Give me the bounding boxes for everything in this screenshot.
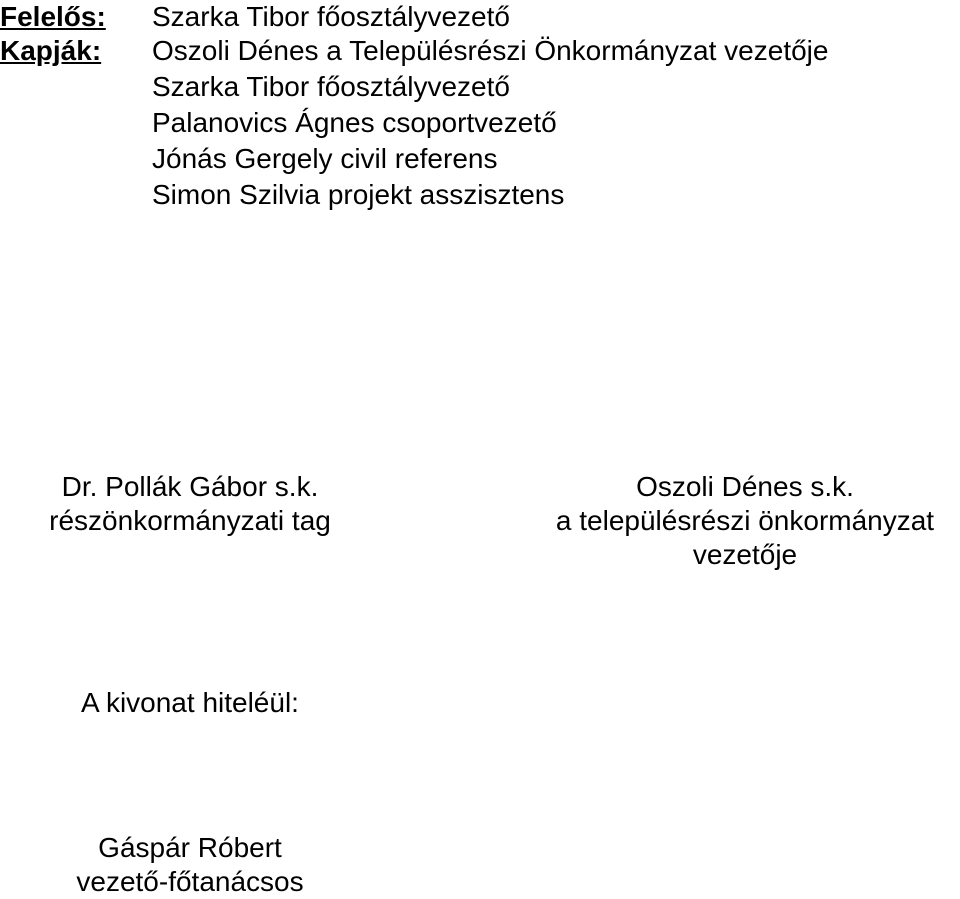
recipient-item: Szarka Tibor főosztályvezető: [152, 71, 510, 102]
certifier-title: vezető-főtanácsos: [76, 866, 304, 897]
signature-right-name: Oszoli Dénes s.k.: [636, 471, 854, 502]
certification-block: [40, 831, 340, 899]
recipient-item: Oszoli Dénes a Településrészi Önkormányzat vezetője: [152, 35, 829, 66]
signature-right: [520, 470, 960, 572]
signature-left-name: Dr. Pollák Gábor s.k.: [61, 471, 319, 502]
signature-left: [10, 470, 370, 538]
certifier-name: Gáspár Róbert: [98, 832, 282, 863]
certification-label: A kivonat hiteléül:: [81, 687, 299, 718]
responsible-value: Szarka Tibor főosztályvezető: [152, 1, 510, 32]
recipient-item: Palanovics Ágnes csoportvezető: [152, 107, 557, 138]
recipients-label: Kapják:: [0, 35, 102, 66]
recipient-item: Simon Szilvia projekt asszisztens: [152, 179, 565, 210]
signature-right-title-line2: vezetője: [692, 539, 798, 570]
signature-right-title-line1: a településrészi önkormányzat: [555, 505, 935, 536]
responsible-label: Felelős:: [0, 1, 106, 32]
recipient-item: Jónás Gergely civil referens: [152, 143, 498, 174]
signature-left-title: részönkormányzati tag: [49, 505, 331, 536]
